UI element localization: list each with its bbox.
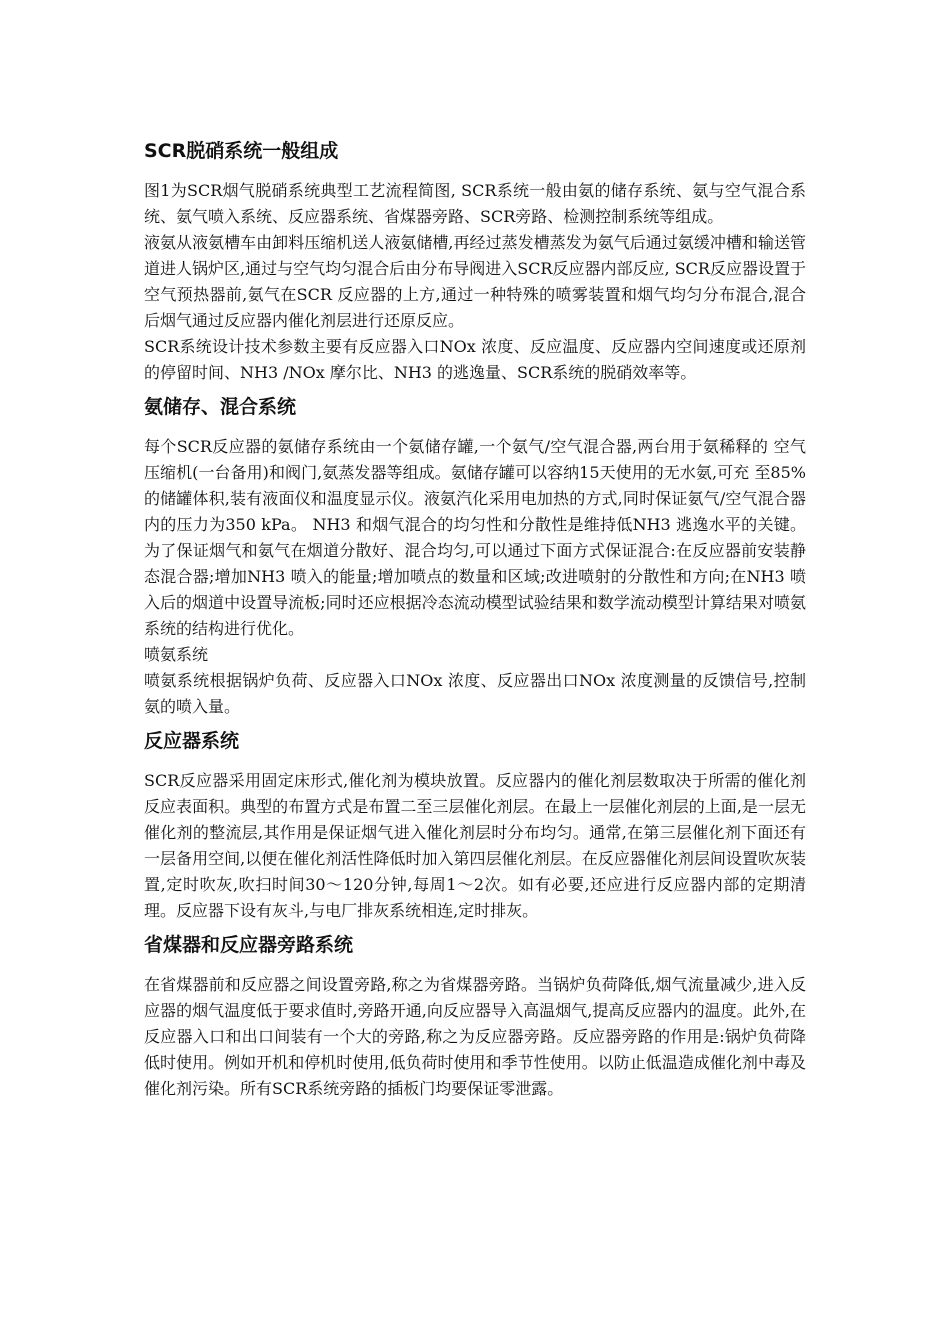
section-reactor-system bbox=[144, 724, 806, 924]
paragraph: SCR反应器采用固定床形式,催化剂为模块放置。反应器内的催化剂层数取决于所需的催化剂反应表面积。典型的布置方式是布置二至三层催化剂层。在最上一层催化剂层的上面,是一层无催化剂的整流层,其作用是保证烟气进入催化剂层时分布均匀。通常,在第三层催化剂下面还有一层备用空间,以便在催化剂活性降低时加入第四层催化剂层。在反应器催化剂层间设置吹灰装置,定时吹灰,吹扫时间30～120分钟,每周1～2次。如有必要,还应进行反应器内部的定期清理。反应器下设有灰斗,与电厂排灰系统相连,定时排灰。 bbox=[144, 771, 806, 920]
paragraph: SCR系统设计技术参数主要有反应器入口NOx 浓度、反应温度、反应器内空间速度或还原剂的停留时间、NH3 /NOx 摩尔比、NH3 的逃逸量、SCR系统的脱硝效率等。 bbox=[144, 337, 806, 382]
section-ammonia-storage bbox=[144, 390, 806, 720]
paragraph: 图1为SCR烟气脱硝系统典型工艺流程简图, SCR系统一般由氨的储存系统、氨与空气混合系统、氨气喷入系统、反应器系统、省煤器旁路、SCR旁路、检测控制系统等组成。 bbox=[144, 181, 806, 226]
paragraph: 每个SCR反应器的氨储存系统由一个氨储存罐,一个氨气/空气混合器,两台用于氨稀释的 空气压缩机(一台备用)和阀门,氨蒸发器等组成。氨储存罐可以容纳15天使用的无水氨,可充 至85%的储罐体积,装有液面仪和温度显示仪。液氨汽化采用电加热的方式,同时保证氨气/空气混合器内的压力为350 kPa。 NH3 和烟气混合的均匀性和分散性是维持低NH3 逃逸水平的关键。为了保证烟气和氨气在烟道分散好、混合均匀,可以通过下面方式保证混合:在反应器前安装静态混合器;增加NH3 喷入的能量;增加喷点的数量和区域;改进喷射的分散性和方向;在NH3 喷入后的烟道中设置导流板;同时还应根据冷态流动模型试验结果和数学流动模型计算结果对喷氨系统的结构进行优化。 bbox=[144, 437, 806, 638]
section-bypass-system bbox=[144, 928, 806, 1102]
paragraph: 液氨从液氨槽车由卸料压缩机送人液氨储槽,再经过蒸发槽蒸发为氨气后通过氨缓冲槽和输送管道进人锅炉区,通过与空气均匀混合后由分布导阀进入SCR反应器内部反应, SCR反应器设置于空气预热器前,氨气在SCR 反应器的上方,通过一种特殊的喷雾装置和烟气均匀分布混合,混合后烟气通过反应器内催化剂层进行还原反应。 bbox=[144, 233, 806, 330]
section-heading: 省煤器和反应器旁路系统 bbox=[144, 934, 354, 956]
paragraph: 喷氨系统根据锅炉负荷、反应器入口NOx 浓度、反应器出口NOx 浓度测量的反馈信号,控制 氨的喷入量。 bbox=[144, 671, 806, 716]
paragraph: 在省煤器前和反应器之间设置旁路,称之为省煤器旁路。当锅炉负荷降低,烟气流量减少,进入反应器的烟气温度低于要求值时,旁路开通,向反应器导入高温烟气,提高反应器内的温度。此外,在反应器入口和出口间装有一个大的旁路,称之为反应器旁路。反应器旁路的作用是:锅炉负荷降低时使用。例如开机和停机时使用,低负荷时使用和季节性使用。以防止低温造成催化剂中毒及催化剂污染。所有SCR系统旁路的插板门均要保证零泄露。 bbox=[144, 975, 806, 1098]
subsection-heading: 喷氨系统 bbox=[144, 645, 209, 664]
section-heading: 反应器系统 bbox=[144, 730, 240, 752]
section-scr-composition bbox=[144, 134, 806, 386]
section-heading: 氨储存、混合系统 bbox=[144, 396, 297, 418]
section-heading: SCR脱硝系统一般组成 bbox=[144, 140, 339, 162]
document-page bbox=[144, 134, 806, 1102]
